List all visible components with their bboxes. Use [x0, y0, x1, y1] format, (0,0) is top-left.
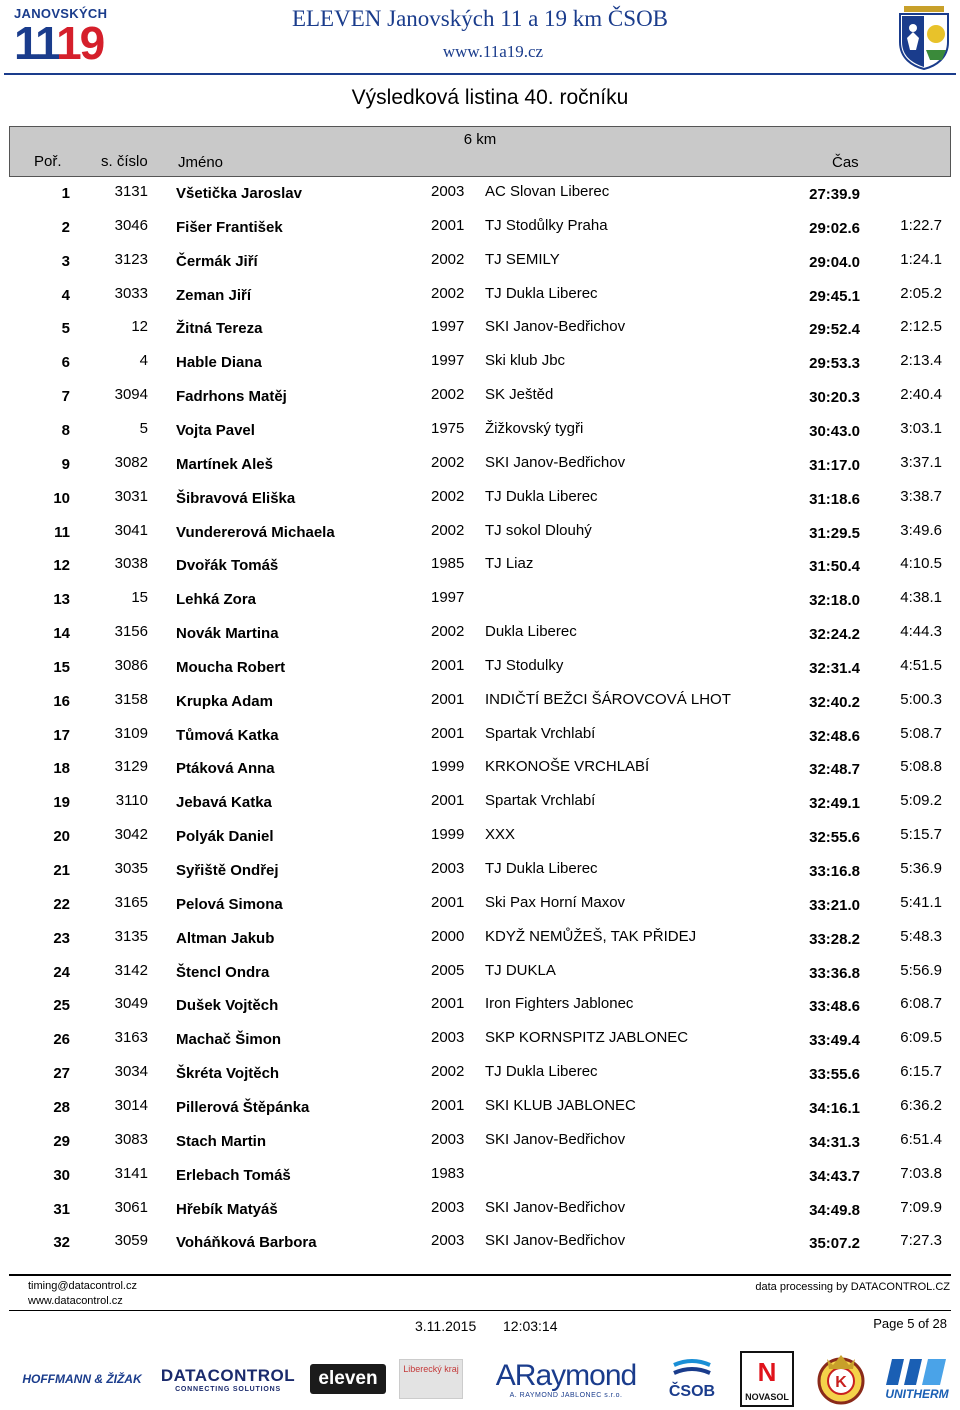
footer-email[interactable]: timing@datacontrol.cz — [28, 1280, 137, 1292]
diff-cell: 5:36.9 — [900, 860, 942, 877]
table-row — [0, 1232, 960, 1262]
unitherm-emblem-icon — [886, 1357, 948, 1387]
year-cell: 2001 — [431, 1096, 465, 1114]
year-cell: 2003 — [431, 1029, 465, 1047]
diff-cell: 6:36.2 — [900, 1096, 942, 1114]
diff-cell: 5:08.8 — [900, 758, 942, 776]
diff-cell: 3:03.1 — [900, 419, 942, 437]
rank-cell: 25 — [53, 997, 70, 1015]
bib-cell: 3086 — [114, 656, 148, 674]
year-cell: 2003 — [431, 1198, 465, 1216]
time-cell: 30:20.3 — [809, 389, 860, 407]
diff-cell: 7:09.9 — [900, 1198, 942, 1216]
header-divider — [4, 73, 956, 75]
year-cell: 2001 — [431, 792, 465, 810]
table-row — [0, 1131, 960, 1161]
column-header-rank: Poř. — [34, 153, 62, 170]
sponsor-datacontrol-logo: DATACONTROL CONNECTING SOLUTIONS — [160, 1365, 296, 1393]
rank-cell: 2 — [61, 218, 70, 236]
time-cell: 29:02.6 — [809, 219, 860, 237]
year-cell: 2003 — [431, 1232, 465, 1250]
club-cell: TJ Dukla Liberec — [485, 1063, 598, 1081]
club-cell: TJ Stodůlky Praha — [485, 216, 608, 234]
name-cell: Dvořák Tomáš — [176, 557, 279, 575]
name-cell: Dušek Vojtěch — [176, 997, 279, 1015]
svg-text:K: K — [835, 1374, 847, 1391]
sponsor-unitherm-logo: UNITHERM — [882, 1350, 952, 1408]
rank-cell: 1 — [61, 185, 70, 202]
table-row — [0, 1165, 960, 1195]
diff-cell: 4:38.1 — [900, 589, 942, 607]
table-row — [0, 285, 960, 315]
rank-cell: 20 — [53, 828, 70, 846]
club-cell: SKP KORNSPITZ JABLONEC — [485, 1029, 689, 1047]
club-cell: TJ SEMILY — [485, 250, 560, 268]
rank-cell: 8 — [61, 421, 70, 439]
year-cell: 2003 — [431, 860, 465, 877]
name-cell: Pelová Simona — [176, 895, 283, 913]
club-cell: TJ sokol Dlouhý — [485, 521, 592, 539]
diff-cell: 2:12.5 — [900, 318, 942, 336]
name-cell: Pillerová Štěpánka — [176, 1098, 310, 1116]
time-cell: 30:43.0 — [809, 422, 860, 440]
year-cell: 1997 — [431, 352, 465, 370]
bib-cell: 3109 — [114, 724, 148, 742]
diff-cell: 6:09.5 — [900, 1029, 942, 1047]
club-cell: Žižkovský tygři — [485, 419, 584, 437]
rank-cell: 7 — [61, 388, 70, 406]
year-cell: 2002 — [431, 386, 465, 404]
table-row — [0, 725, 960, 755]
bib-cell: 12 — [131, 318, 148, 336]
club-cell: SKI Janov-Bedřichov — [485, 1232, 626, 1250]
name-cell: Tůmová Katka — [176, 726, 279, 744]
year-cell: 2002 — [431, 453, 465, 471]
bib-cell: 3123 — [114, 250, 148, 268]
year-cell: 2001 — [431, 216, 465, 234]
diff-cell: 4:51.5 — [900, 656, 942, 674]
footer-divider — [9, 1274, 951, 1276]
name-cell: Vojta Pavel — [176, 421, 255, 439]
club-cell: TJ DUKLA — [485, 961, 556, 979]
name-cell: Šibravová Eliška — [176, 489, 296, 507]
rank-cell: 23 — [53, 929, 70, 947]
club-cell: Iron Fighters Jablonec — [485, 995, 634, 1013]
bib-cell: 3131 — [114, 183, 148, 200]
column-header-time: Čas — [832, 154, 859, 171]
table-row — [0, 386, 960, 416]
bib-cell: 3158 — [114, 690, 148, 708]
club-cell: TJ Dukla Liberec — [485, 487, 598, 505]
bib-cell: 3094 — [114, 386, 148, 404]
year-cell: 2002 — [431, 623, 465, 641]
diff-cell: 5:41.1 — [900, 893, 942, 911]
name-cell: Moucha Robert — [176, 658, 286, 676]
name-cell: Martínek Aleš — [176, 455, 273, 473]
table-row — [0, 318, 960, 348]
table-row — [0, 183, 960, 213]
diff-cell: 1:24.1 — [900, 250, 942, 268]
time-cell: 33:28.2 — [809, 930, 860, 948]
rank-cell: 3 — [61, 252, 70, 270]
bib-cell: 3135 — [114, 927, 148, 945]
rank-cell: 28 — [53, 1098, 70, 1116]
bib-cell: 3110 — [115, 792, 148, 810]
table-row — [0, 691, 960, 721]
rank-cell: 27 — [53, 1065, 70, 1083]
diff-cell: 5:48.3 — [900, 927, 942, 945]
table-row — [0, 758, 960, 788]
csob-wave-icon — [672, 1357, 712, 1383]
sponsor-csob-logo: ČSOB — [664, 1350, 720, 1408]
time-cell: 35:07.2 — [809, 1235, 860, 1253]
event-logo-right-number: 19 — [56, 17, 104, 69]
club-cell: Spartak Vrchlabí — [485, 792, 596, 810]
diff-cell: 5:56.9 — [900, 961, 942, 979]
club-cell: KDYŽ NEMŮŽEŠ, TAK PŘIDEJ — [485, 927, 697, 945]
diff-cell: 7:27.3 — [900, 1232, 942, 1250]
diff-cell: 2:05.2 — [900, 284, 942, 302]
bib-cell: 3046 — [114, 216, 148, 234]
name-cell: Stach Martin — [176, 1132, 267, 1150]
time-cell: 32:40.2 — [809, 693, 860, 711]
bib-cell: 3156 — [114, 623, 148, 641]
rank-cell: 11 — [54, 523, 70, 541]
print-date: 3.11.2015 — [415, 1318, 477, 1334]
sponsor-strip — [0, 1350, 960, 1408]
table-row — [0, 657, 960, 687]
time-cell: 34:49.8 — [809, 1201, 860, 1219]
name-cell: Fišer František — [176, 218, 283, 236]
name-cell: Voháňková Barbora — [176, 1234, 317, 1252]
rank-cell: 16 — [53, 692, 70, 710]
bib-cell: 3033 — [114, 284, 148, 302]
year-cell: 2001 — [431, 724, 465, 742]
rank-cell: 17 — [53, 726, 70, 744]
time-cell: 31:50.4 — [809, 558, 860, 576]
table-row — [0, 894, 960, 924]
diff-cell: 3:38.7 — [900, 487, 942, 505]
club-cell: Dukla Liberec — [485, 623, 577, 641]
bib-cell: 3129 — [114, 758, 148, 776]
time-cell: 32:24.2 — [809, 626, 860, 644]
table-row — [0, 928, 960, 958]
sponsor-k-crest-icon — [812, 1350, 870, 1408]
rank-cell: 22 — [53, 895, 70, 913]
bib-cell: 3031 — [114, 487, 148, 505]
diff-cell: 2:40.4 — [900, 386, 942, 404]
table-row — [0, 251, 960, 281]
club-cell: Ski Pax Horní Maxov — [485, 893, 626, 911]
footer-website[interactable]: www.datacontrol.cz — [28, 1295, 123, 1307]
bib-cell: 5 — [139, 419, 148, 437]
name-cell: Erlebach Tomáš — [176, 1166, 291, 1184]
diff-cell: 2:13.4 — [900, 352, 942, 370]
table-row — [0, 623, 960, 653]
name-cell: Žitná Tereza — [176, 320, 263, 338]
rank-cell: 6 — [61, 354, 70, 372]
club-cell: SKI Janov-Bedřichov — [485, 318, 626, 336]
bib-cell: 3034 — [114, 1063, 148, 1081]
bib-cell: 3038 — [114, 555, 148, 573]
results-table-header — [9, 126, 951, 177]
name-cell: Všetička Jaroslav — [176, 185, 302, 202]
name-cell: Škréta Vojtěch — [176, 1065, 280, 1083]
name-cell: Zeman Jiří — [176, 286, 252, 304]
name-cell: Machač Šimon — [176, 1031, 282, 1049]
name-cell: Vundererová Michaela — [176, 523, 335, 541]
bib-cell: 3163 — [114, 1029, 148, 1047]
bib-cell: 3059 — [114, 1232, 148, 1250]
name-cell: Štencl Ondra — [176, 963, 270, 981]
year-cell: 2001 — [431, 995, 465, 1013]
club-cell: TJ Dukla Liberec — [485, 284, 598, 302]
table-row — [0, 352, 960, 382]
table-row — [0, 420, 960, 450]
time-cell: 32:48.7 — [809, 761, 860, 779]
coat-of-arms-icon — [896, 4, 952, 70]
sponsor-eleven-logo: eleven — [310, 1350, 386, 1408]
time-cell: 32:55.6 — [809, 829, 860, 847]
diff-cell: 5:00.3 — [900, 690, 942, 708]
time-cell: 32:49.1 — [809, 795, 860, 813]
year-cell: 1975 — [431, 419, 465, 437]
rank-cell: 10 — [53, 489, 70, 507]
diff-cell: 5:15.7 — [900, 826, 942, 844]
time-cell: 33:49.4 — [809, 1032, 860, 1050]
distance-heading: 6 km — [463, 131, 497, 148]
year-cell: 1997 — [431, 318, 465, 336]
column-header-bib: s. číslo — [101, 153, 148, 170]
footer-processing-credit: data processing by DATACONTROL.CZ — [755, 1281, 950, 1293]
time-cell: 34:31.3 — [809, 1133, 860, 1151]
bib-cell: 4 — [139, 352, 148, 370]
club-cell: Spartak Vrchlabí — [485, 724, 596, 742]
rank-cell: 32 — [53, 1234, 70, 1252]
table-row — [0, 454, 960, 484]
club-cell: Ski klub Jbc — [485, 352, 566, 370]
time-cell: 32:18.0 — [809, 592, 860, 610]
table-row — [0, 488, 960, 518]
year-cell: 1985 — [431, 555, 465, 573]
rank-cell: 29 — [53, 1132, 70, 1150]
time-cell: 34:43.7 — [809, 1167, 860, 1185]
year-cell: 2001 — [431, 893, 465, 911]
year-cell: 2002 — [431, 1063, 465, 1081]
club-cell: TJ Dukla Liberec — [485, 860, 598, 877]
diff-cell: 5:09.2 — [900, 792, 942, 810]
rank-cell: 26 — [53, 1031, 70, 1049]
diff-cell: 7:03.8 — [900, 1164, 942, 1182]
year-cell: 2002 — [431, 250, 465, 268]
rank-cell: 18 — [53, 760, 70, 778]
page-indicator: Page 5 of 28 — [873, 1316, 947, 1331]
time-cell: 32:31.4 — [809, 659, 860, 677]
year-cell: 2002 — [431, 487, 465, 505]
print-time: 12:03:14 — [503, 1318, 558, 1334]
diff-cell: 1:22.7 — [900, 216, 942, 234]
club-cell: SK Ještěd — [485, 386, 554, 404]
sponsor-liberecky-kraj-logo: Liberecký kraj — [398, 1350, 464, 1408]
rank-cell: 15 — [53, 658, 70, 676]
year-cell: 2003 — [431, 1130, 465, 1148]
time-cell: 33:36.8 — [809, 964, 860, 982]
bib-cell: 3165 — [114, 893, 148, 911]
bib-cell: 3041 — [114, 521, 148, 539]
diff-cell: 4:44.3 — [900, 623, 942, 641]
time-cell: 34:16.1 — [809, 1099, 860, 1117]
name-cell: Hřebík Matyáš — [176, 1200, 278, 1218]
name-cell: Krupka Adam — [176, 692, 273, 710]
club-cell: INDIČTÍ BEŽCI ŠÁROVCOVÁ LHOT — [485, 690, 731, 708]
name-cell: Lehká Zora — [176, 591, 257, 609]
sponsor-araymond-logo: ARaymond A. RAYMOND JABLONEC s.r.o. — [495, 1358, 637, 1399]
year-cell: 2000 — [431, 927, 465, 945]
rank-cell: 4 — [61, 286, 70, 304]
time-cell: 33:16.8 — [809, 863, 860, 880]
time-cell: 31:17.0 — [809, 456, 860, 474]
diff-cell: 6:08.7 — [900, 995, 942, 1013]
name-cell: Hable Diana — [176, 354, 262, 372]
event-logo-left-number: 11 — [14, 17, 57, 69]
time-cell: 33:55.6 — [809, 1066, 860, 1084]
footer-divider-lower — [9, 1310, 951, 1311]
club-cell: SKI Janov-Bedřichov — [485, 1198, 626, 1216]
time-cell: 29:53.3 — [809, 355, 860, 373]
table-row — [0, 995, 960, 1025]
bib-cell: 3014 — [114, 1096, 148, 1114]
diff-cell: 3:49.6 — [900, 521, 942, 539]
event-title: ELEVEN Janovských 11 a 19 km ČSOB — [291, 6, 669, 31]
bib-cell: 3035 — [114, 860, 148, 877]
year-cell: 1999 — [431, 826, 465, 844]
bib-cell: 3049 — [114, 995, 148, 1013]
rank-cell: 24 — [53, 963, 70, 981]
club-cell: SKI Janov-Bedřichov — [485, 453, 626, 471]
table-row — [0, 217, 960, 247]
name-cell: Jebavá Katka — [176, 794, 272, 812]
rank-cell: 9 — [61, 455, 70, 473]
time-cell: 33:48.6 — [809, 998, 860, 1016]
year-cell: 1997 — [431, 589, 465, 607]
rank-cell: 19 — [53, 794, 70, 812]
year-cell: 1999 — [431, 758, 465, 776]
bib-cell: 3141 — [114, 1164, 148, 1182]
name-cell: Novák Martina — [176, 625, 279, 643]
time-cell: 29:04.0 — [809, 253, 860, 271]
rank-cell: 14 — [53, 625, 70, 643]
event-logo-top-text: JANOVSKÝCH — [14, 6, 108, 21]
bib-cell: 3042 — [114, 826, 148, 844]
diff-cell: 4:10.5 — [900, 555, 942, 573]
table-row — [0, 1063, 960, 1093]
rank-cell: 21 — [53, 862, 70, 879]
name-cell: Polyák Daniel — [176, 828, 274, 846]
name-cell: Altman Jakub — [176, 929, 275, 947]
table-row — [0, 555, 960, 585]
table-row — [0, 826, 960, 856]
diff-cell: 3:37.1 — [900, 453, 942, 471]
time-cell: 31:18.6 — [809, 490, 860, 508]
rank-cell: 13 — [53, 591, 70, 609]
table-row — [0, 589, 960, 619]
year-cell: 2001 — [431, 690, 465, 708]
year-cell: 2003 — [431, 183, 465, 200]
name-cell: Syřiště Ondřej — [176, 862, 279, 879]
table-row — [0, 860, 960, 890]
year-cell: 2002 — [431, 284, 465, 302]
club-cell: SKI KLUB JABLONEC — [485, 1096, 636, 1114]
name-cell: Ptáková Anna — [176, 760, 275, 778]
diff-cell: 6:15.7 — [900, 1063, 942, 1081]
diff-cell: 5:08.7 — [900, 724, 942, 742]
time-cell: 29:45.1 — [809, 287, 860, 305]
club-cell: TJ Stodulky — [485, 656, 564, 674]
name-cell: Čermák Jiří — [176, 252, 258, 270]
table-row — [0, 522, 960, 552]
year-cell: 2005 — [431, 961, 465, 979]
diff-cell: 6:51.4 — [900, 1130, 942, 1148]
rank-cell: 5 — [61, 320, 70, 338]
rank-cell: 31 — [53, 1200, 70, 1218]
table-row — [0, 792, 960, 822]
bib-cell: 15 — [131, 589, 148, 607]
time-cell: 33:21.0 — [809, 896, 860, 914]
bib-cell: 3142 — [114, 961, 148, 979]
time-cell: 31:29.5 — [809, 524, 860, 542]
table-row — [0, 1199, 960, 1229]
time-cell: 32:48.6 — [809, 727, 860, 745]
year-cell: 1983 — [431, 1164, 465, 1182]
club-cell: AC Slovan Liberec — [485, 183, 610, 200]
table-row — [0, 1029, 960, 1059]
club-cell: SKI Janov-Bedřichov — [485, 1130, 626, 1148]
sponsor-hoffmann-logo: HOFFMANN & ŽIŽAK — [22, 1372, 142, 1386]
column-header-name: Jméno — [178, 154, 224, 171]
sponsor-novasol-logo: N NOVASOL — [739, 1350, 795, 1408]
table-row — [0, 962, 960, 992]
time-cell: 29:52.4 — [809, 321, 860, 339]
name-cell: Fadrhons Matěj — [176, 388, 287, 406]
club-cell: TJ Liaz — [485, 555, 534, 573]
results-list-title: Výsledková listina 40. ročníku — [351, 86, 629, 109]
rank-cell: 30 — [53, 1166, 70, 1184]
bib-cell: 3061 — [114, 1198, 148, 1216]
bib-cell: 3083 — [114, 1130, 148, 1148]
table-row — [0, 1097, 960, 1127]
year-cell: 2002 — [431, 521, 465, 539]
year-cell: 2001 — [431, 656, 465, 674]
club-cell: XXX — [485, 826, 516, 844]
bib-cell: 3082 — [114, 453, 148, 471]
time-cell: 27:39.9 — [809, 186, 860, 203]
rank-cell: 12 — [53, 557, 70, 575]
event-url[interactable]: www.11a19.cz — [442, 42, 544, 61]
club-cell: KRKONOŠE VRCHLABÍ — [485, 758, 650, 776]
